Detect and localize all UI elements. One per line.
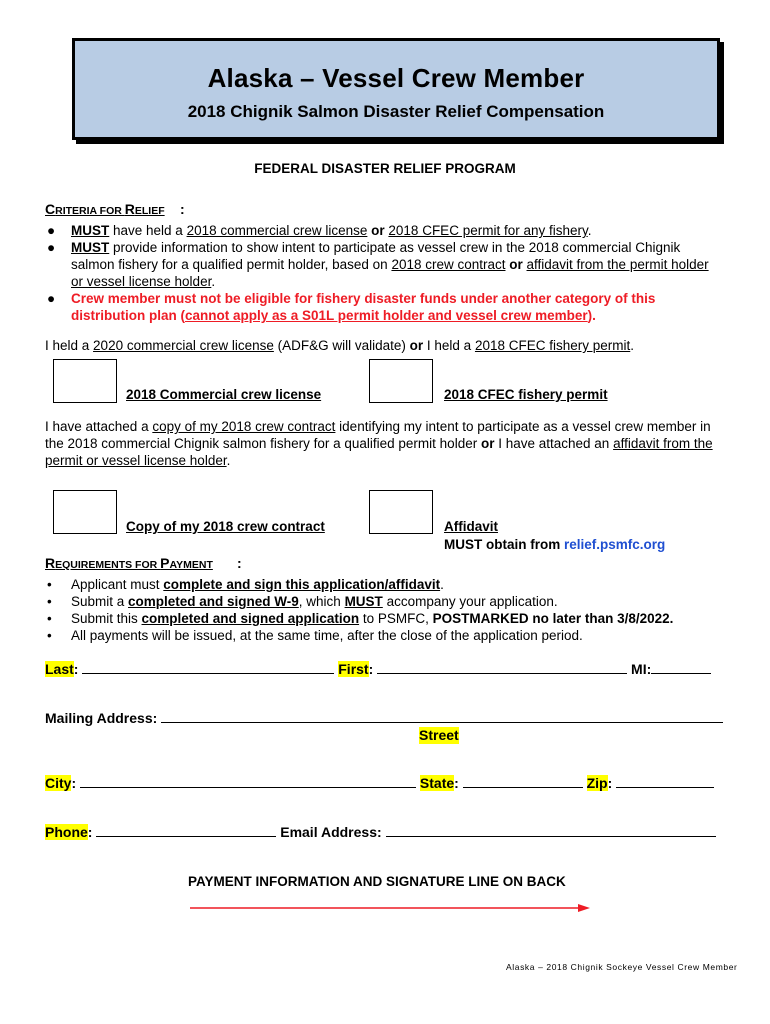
text: Submit this [71, 611, 142, 626]
checkbox-crew-contract-label: Copy of my 2018 crew contract [126, 519, 325, 534]
first-name-field[interactable] [377, 673, 627, 674]
text: . [587, 223, 592, 238]
email-field[interactable] [386, 836, 716, 837]
req-heading-part1: EQUIREMENTS FOR [55, 559, 161, 571]
arrow-right-icon [188, 901, 593, 915]
text: , which [298, 594, 345, 609]
text: identifying my intent to participate as a vessel crew member in the 2018 commercial Chignik salmon fishery for a qualified permit holder [45, 419, 711, 451]
mi-field[interactable] [651, 673, 711, 674]
city-label: City [45, 775, 72, 791]
complete-sign-text: complete and sign this application/affidavit [163, 577, 441, 592]
or-text: or [367, 223, 389, 238]
requirement-item-4 [45, 627, 725, 644]
bullet-icon: ● [47, 223, 56, 238]
text: to PSMFC, [359, 611, 433, 626]
street-label: Street [419, 727, 459, 743]
checkbox-crew-contract[interactable] [53, 490, 117, 534]
signed-application-text: completed and signed application [141, 611, 360, 626]
bullet-icon: • [47, 577, 52, 592]
bullet-icon: • [47, 594, 52, 609]
held-statement [45, 337, 725, 354]
first-label: First [338, 661, 369, 677]
criteria-item-2 [45, 239, 710, 290]
text: ). [587, 308, 596, 323]
relief-link[interactable]: relief.psmfc.org [564, 537, 666, 552]
criteria-heading-colon: : [180, 201, 185, 217]
criteria-heading-part1: RITERIA FOR [55, 205, 125, 217]
form-subtitle: 2018 Chignik Salmon Disaster Relief Compensation [187, 102, 605, 121]
text: Submit a [71, 594, 129, 609]
requirements-list [45, 576, 725, 644]
bullet-icon: ● [47, 291, 56, 306]
requirements-heading [45, 555, 213, 571]
form-title: Alaska – Vessel Crew Member [207, 63, 585, 93]
text: have held a [109, 223, 187, 238]
colon: : [607, 775, 613, 791]
text: All payments will be issued, at the same time, after the close of the application period. [71, 628, 583, 643]
state-field[interactable] [463, 787, 583, 788]
page-footer: Alaska – 2018 Chignik Sockeye Vessel Crew Member [506, 962, 738, 972]
phone-field[interactable] [96, 836, 276, 837]
checkbox-cfec-permit-label: 2018 CFEC fishery permit [444, 387, 608, 402]
contract-text: 2018 crew contract [391, 257, 506, 272]
mailing-label: Mailing Address: [45, 710, 162, 726]
colon: : [71, 775, 77, 791]
permit-text: 2018 CFEC permit for any fishery [388, 223, 588, 238]
text: Applicant must [71, 577, 164, 592]
mailing-address-field[interactable] [161, 722, 723, 723]
text: I have attached a [45, 419, 153, 434]
last-label: Last [45, 661, 74, 677]
header-box [72, 38, 720, 140]
s01l-text: cannot apply as a S01L permit holder and vessel crew member [185, 308, 588, 323]
bullet-icon: • [47, 628, 52, 643]
phone-label: Phone [45, 824, 88, 840]
city-row [45, 775, 735, 792]
colon: : [454, 775, 459, 791]
program-title: FEDERAL DISASTER RELIEF PROGRAM [254, 161, 516, 176]
copy-text: copy of my 2018 crew contract [152, 419, 336, 434]
requirement-item-1 [45, 576, 725, 593]
text: accompany your application. [382, 594, 558, 609]
criteria-item-1 [45, 222, 710, 239]
text: . [226, 453, 231, 468]
criteria-item-3 [45, 290, 710, 324]
or-text: or [480, 436, 495, 451]
mailing-row [45, 710, 735, 727]
zip-field[interactable] [616, 787, 714, 788]
affidavit-note-text: MUST obtain from [444, 537, 564, 552]
colon: : [87, 824, 93, 840]
colon: : [368, 661, 374, 677]
must-text: MUST [344, 594, 383, 609]
req-heading-p: P [160, 555, 170, 571]
bullet-icon: ● [47, 240, 56, 255]
criteria-heading-part2: ELIEF [134, 205, 165, 217]
requirement-item-2 [45, 593, 725, 610]
req-heading-r: R [45, 555, 56, 571]
name-row [45, 661, 735, 678]
must-text: MUST [71, 223, 110, 238]
last-name-field[interactable] [82, 673, 334, 674]
text: I have attached an [494, 436, 614, 451]
criteria-heading-r: R [124, 201, 135, 217]
text: Crew member must not be eligible for fishery disaster funds under another category of this distribution plan ( [71, 291, 656, 323]
text: I held a [423, 338, 475, 353]
license-text: 2018 commercial crew license [186, 223, 368, 238]
text: . [440, 577, 444, 592]
text: . [630, 338, 635, 353]
must-text: MUST [71, 240, 110, 255]
affidavit-text: affidavit from the permit or vessel license holder [45, 436, 713, 468]
or-text: or [409, 338, 424, 353]
text: provide information to show intent to participate as vessel crew in the 2018 commercial Chignik salmon fishery for a qualified permit holder, based on [71, 240, 681, 272]
payment-info-note: PAYMENT INFORMATION AND SIGNATURE LINE ON BACK [188, 874, 566, 889]
checkbox-crew-license[interactable] [53, 359, 117, 403]
checkbox-affidavit[interactable] [369, 490, 433, 534]
phone-row [45, 824, 735, 841]
requirements-heading-colon: : [237, 555, 242, 571]
permit-text: 2018 CFEC fishery permit [474, 338, 631, 353]
affidavit-text: affidavit from the permit holder or vessel license holder [71, 257, 709, 289]
criteria-heading-c: C [45, 201, 56, 217]
or-text: or [505, 257, 527, 272]
checkbox-affidavit-label: Affidavit [444, 519, 498, 534]
affidavit-note [444, 537, 665, 552]
text: . [211, 274, 216, 289]
bullet-icon: • [47, 611, 52, 626]
text: (ADF&G will validate) [273, 338, 410, 353]
city-field[interactable] [80, 787, 416, 788]
w9-text: completed and signed W-9 [128, 594, 299, 609]
colon: : [73, 661, 79, 677]
requirement-item-3 [45, 610, 725, 627]
email-label: Email Address: [280, 824, 386, 840]
mi-label: MI: [631, 661, 652, 677]
checkbox-crew-license-label: 2018 Commercial crew license [126, 387, 322, 402]
text: I held a [45, 338, 94, 353]
criteria-heading [45, 201, 165, 217]
state-label: State [419, 775, 455, 791]
postmark-text: POSTMARKED no later than 3/8/2022. [432, 611, 674, 626]
checkbox-cfec-permit[interactable] [369, 359, 433, 403]
attached-statement [45, 418, 727, 469]
license-text: 2020 commercial crew license [93, 338, 274, 353]
criteria-list [45, 222, 710, 324]
req-heading-part2: AYMENT [169, 559, 213, 571]
zip-label: Zip [586, 775, 608, 791]
